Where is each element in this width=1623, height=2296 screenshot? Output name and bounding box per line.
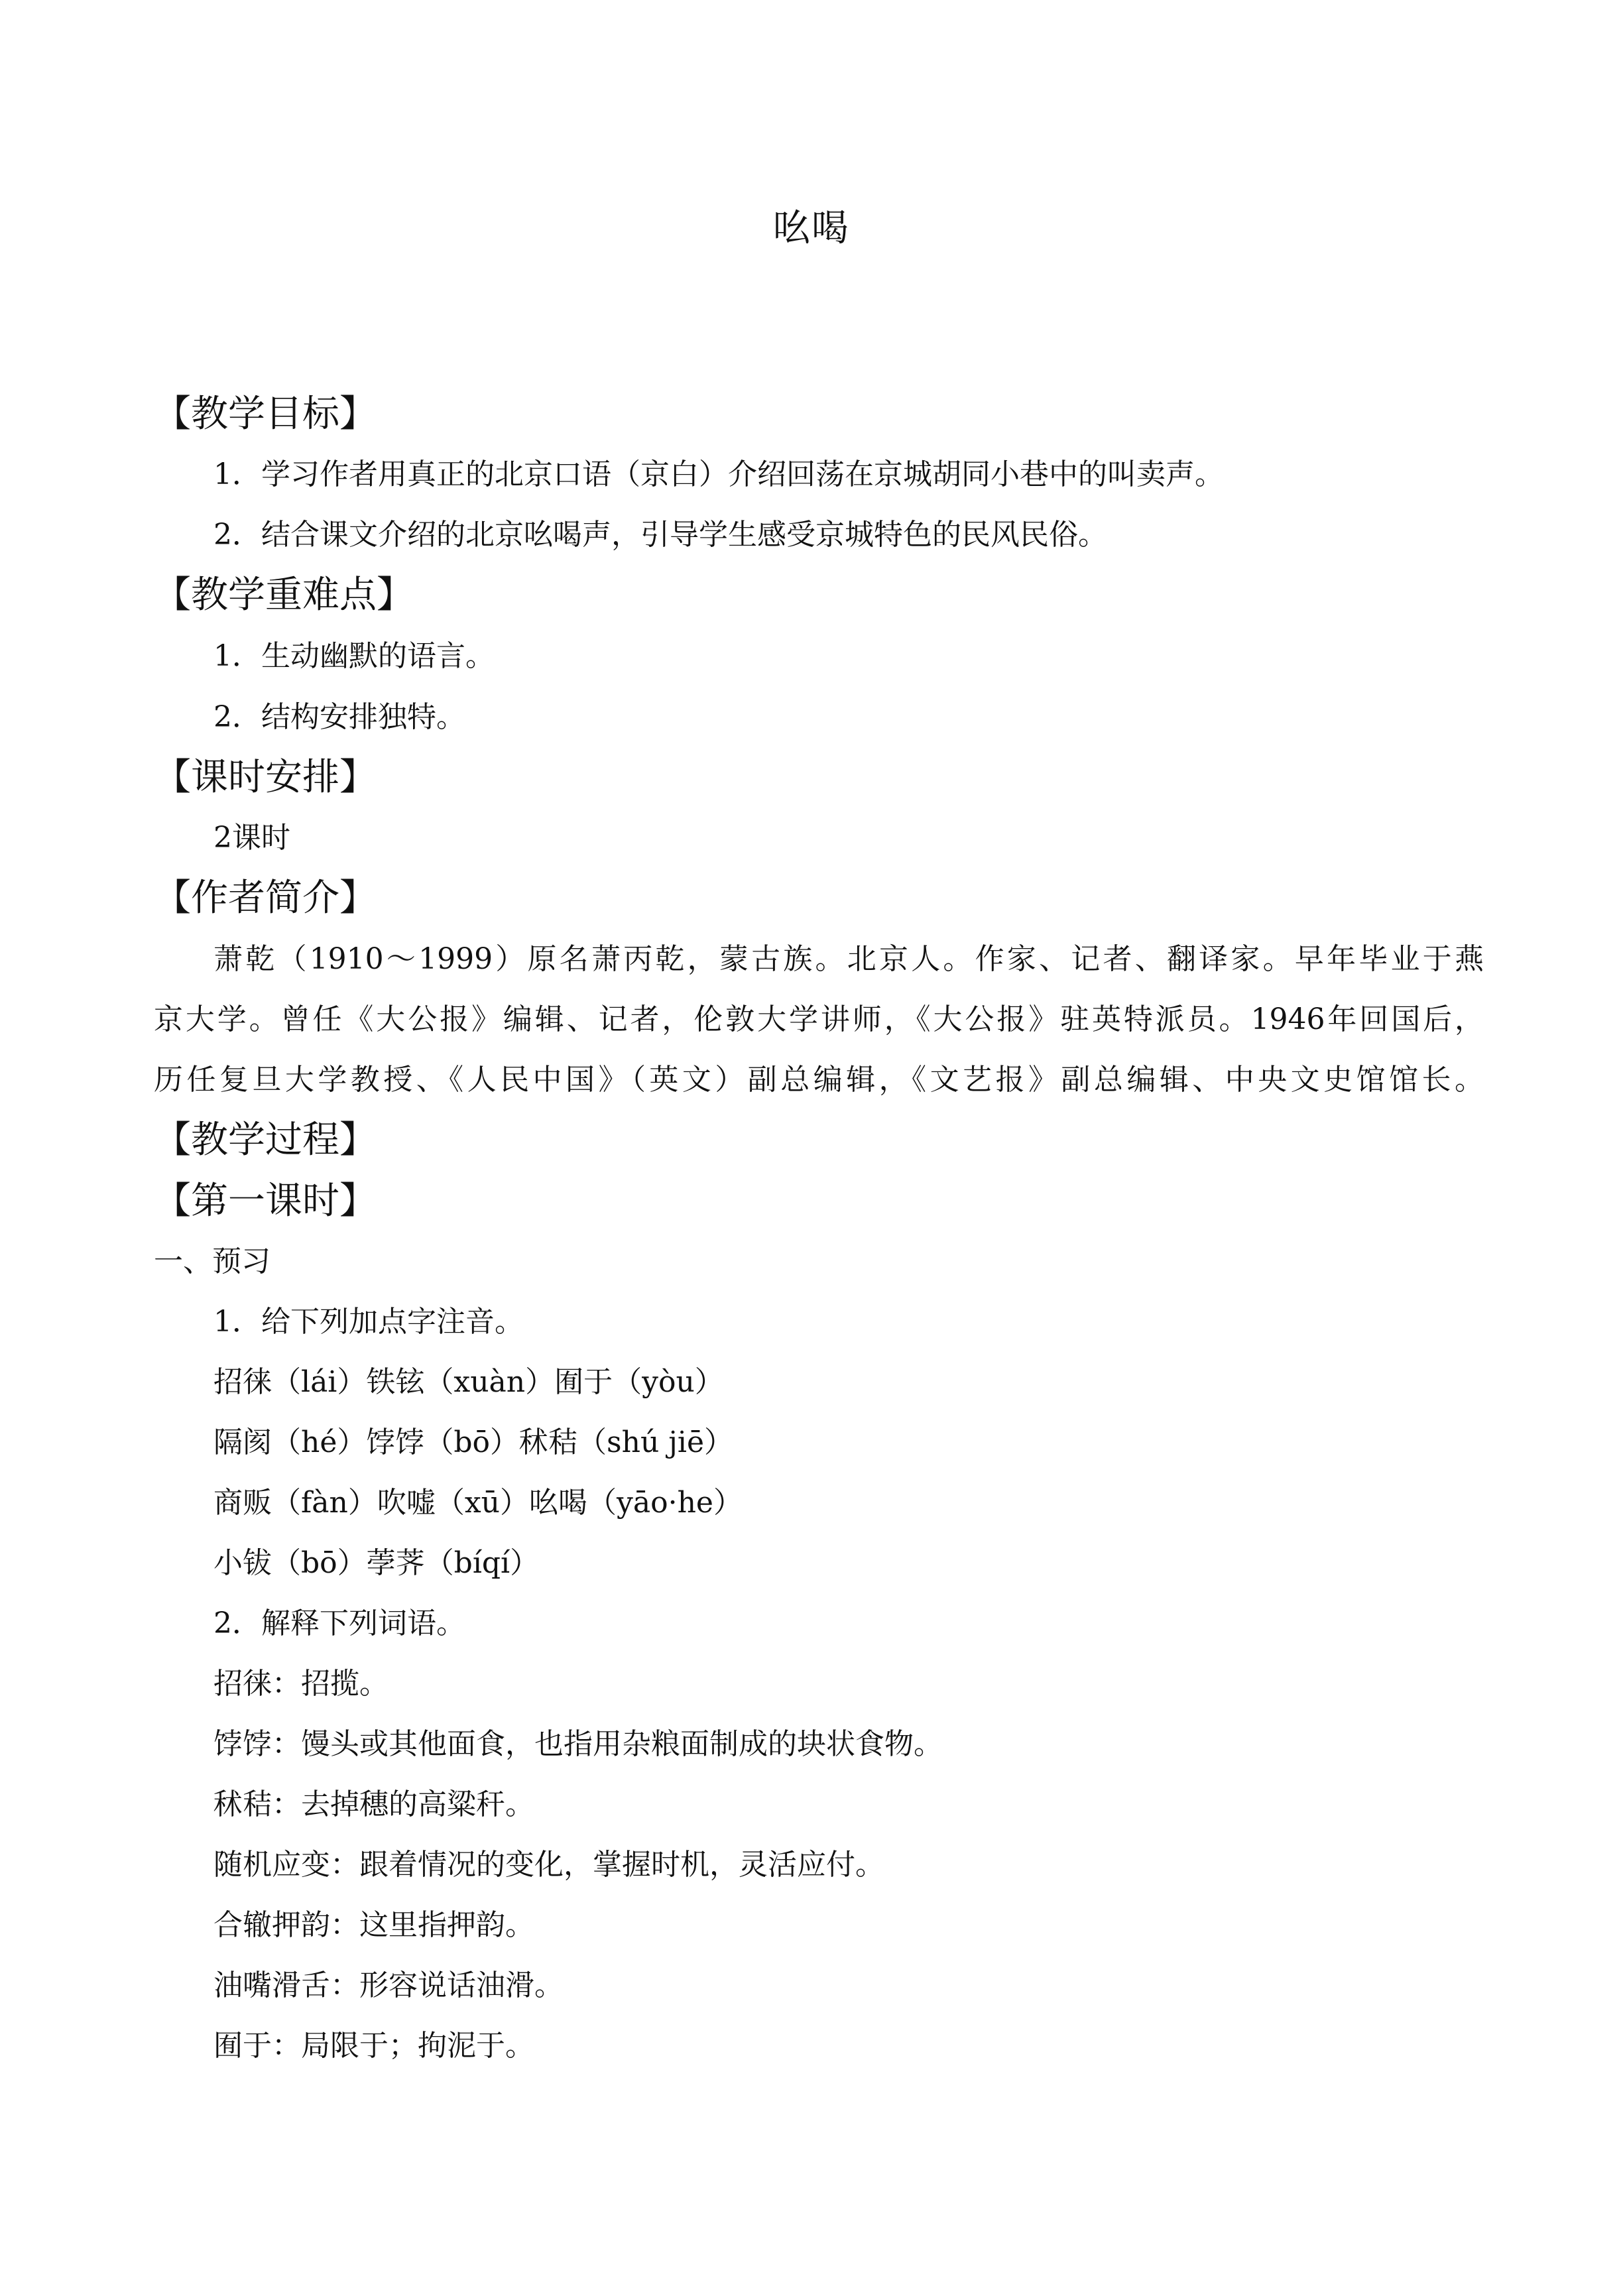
pinyin-line: 小钹（bō）荸荠（bíqí） (213, 1546, 540, 1580)
definition-line: 随机应变：跟着情况的变化，掌握时机，灵活应付。 (213, 1848, 884, 1882)
author-paragraph-line: 历任复旦大学教授、《人民中国》（英文）副总编辑，《文艺报》副总编辑、中央文史馆馆长。 (154, 1063, 1484, 1097)
definition-line: 秫秸：去掉穗的高粱秆。 (213, 1787, 534, 1821)
definition-line: 饽饽：馒头或其他面食，也指用杂粮面制成的块状食物。 (213, 1727, 943, 1761)
objective-item: 1．学习作者用真正的北京口语（京白）介绍回荡在京城胡同小巷中的叫卖声。 (213, 457, 1224, 491)
section-heading-objectives: 【教学目标】 (154, 393, 377, 436)
definition-line: 油嘴滑舌：形容说话油滑。 (213, 1968, 564, 2002)
author-paragraph-line: 萧乾（1910～1999）原名萧丙乾，蒙古族。北京人。作家、记者、翻译家。早年毕业于燕 (213, 942, 1484, 976)
author-paragraph-line: 京大学。曾任《大公报》编辑、记者，伦敦大学讲师，《大公报》驻英特派员。1946年回国后， (154, 1002, 1484, 1036)
definition-line: 合辙押韵：这里指押韵。 (213, 1908, 534, 1942)
pinyin-line: 招徕（lái）铁铉（xuàn）囿于（yòu） (213, 1365, 724, 1399)
question-label: 2．解释下列词语。 (213, 1606, 465, 1640)
page-title: 吆喝 (773, 207, 850, 250)
subheading-preview: 一、预习 (154, 1244, 270, 1278)
pinyin-line: 商贩（fàn）吹嘘（xū）吆喝（yāo·he） (213, 1486, 743, 1520)
pinyin-line: 隔阂（hé）饽饽（bō）秫秸（shú jiē） (213, 1425, 734, 1459)
definition-line: 囿于：局限于；拘泥于。 (213, 2029, 534, 2063)
objective-item: 2．结合课文介绍的北京吆喝声，引导学生感受京城特色的民风民俗。 (213, 518, 1107, 552)
section-heading-author: 【作者简介】 (154, 876, 377, 920)
section-heading-first-lesson: 【第一课时】 (154, 1179, 377, 1223)
schedule-text: 2课时 (213, 821, 290, 855)
key-point-item: 2．结构安排独特。 (213, 700, 465, 734)
question-label: 1．给下列加点字注音。 (213, 1305, 524, 1339)
definition-line: 招徕：招揽。 (213, 1667, 389, 1701)
section-heading-schedule: 【课时安排】 (154, 756, 377, 799)
section-heading-key-points: 【教学重难点】 (154, 574, 414, 617)
section-heading-process: 【教学过程】 (154, 1118, 377, 1162)
key-point-item: 1．生动幽默的语言。 (213, 639, 495, 673)
